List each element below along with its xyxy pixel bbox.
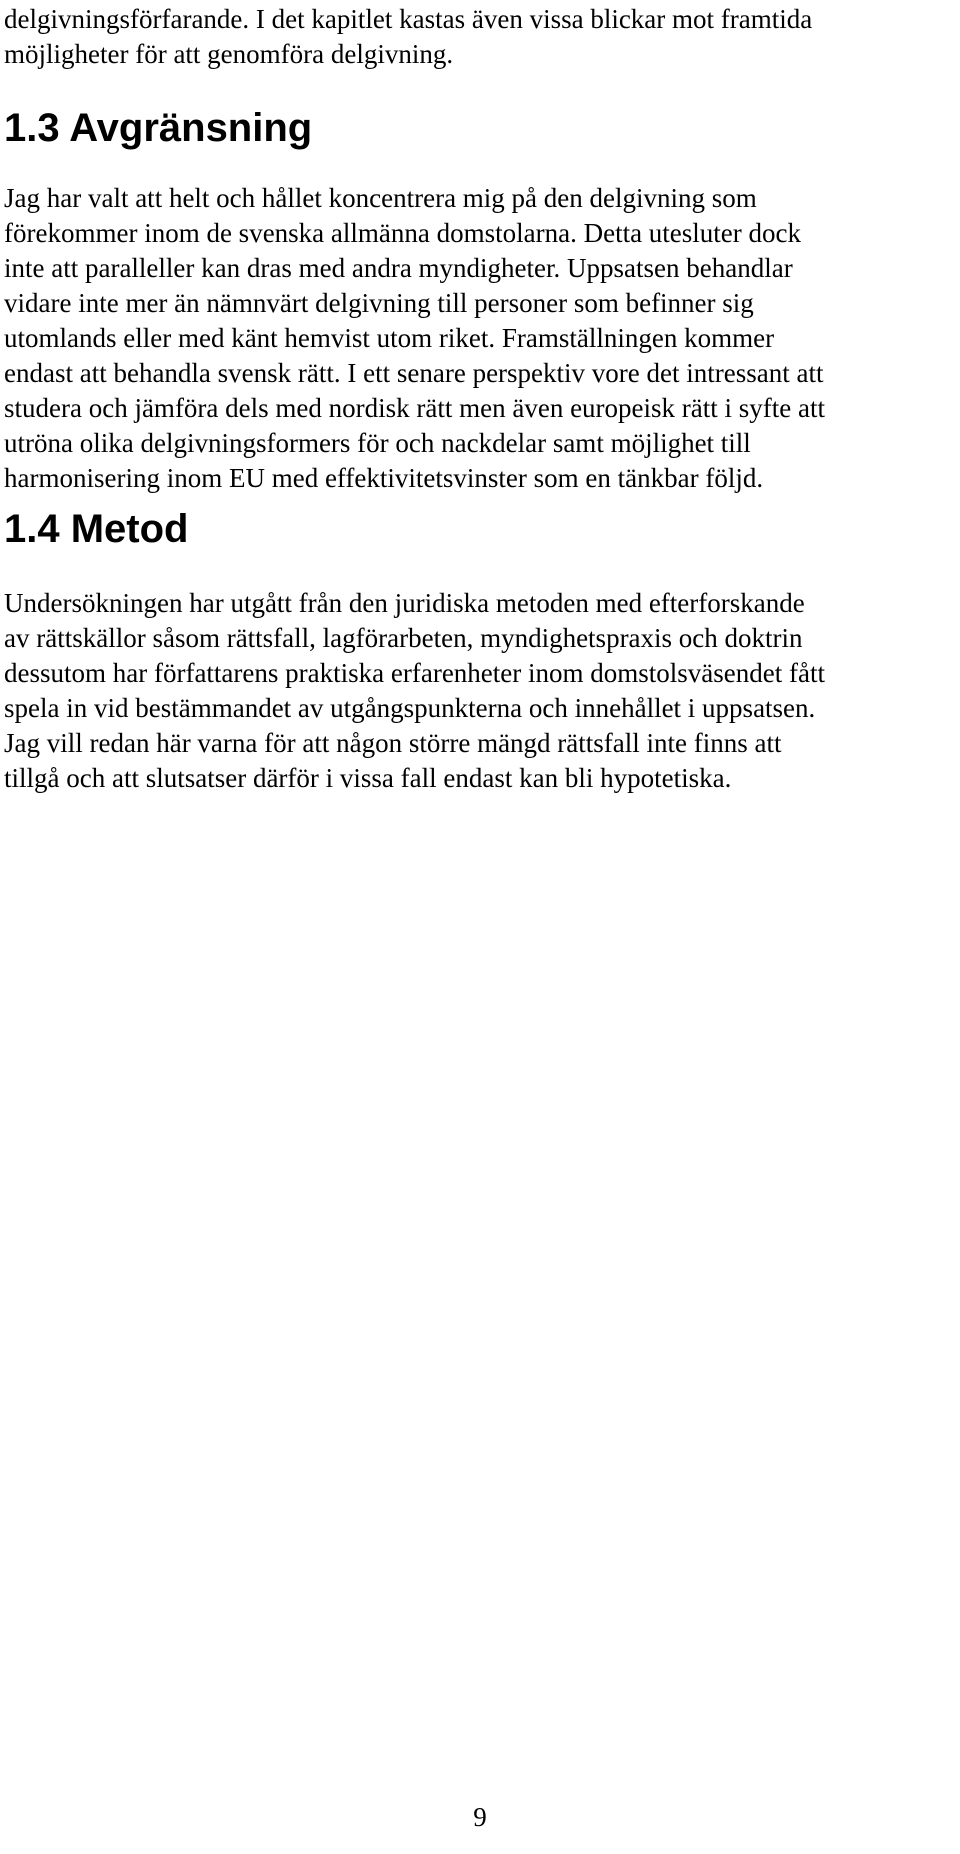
text-line: tillgå och att slutsatser därför i vissa fall endast kan bli hypotetiska.: [4, 763, 732, 793]
text-line: harmonisering inom EU med effektivitetsvinster som en tänkbar följd.: [4, 463, 764, 493]
text-line: dessutom har författarens praktiska erfarenheter inom domstolsväsendet fått: [4, 658, 825, 688]
avgransning-paragraph: [4, 181, 960, 496]
text-line: inte att paralleller kan dras med andra myndigheter. Uppsatsen behandlar: [4, 253, 793, 283]
text-line: studera och jämföra dels med nordisk rätt men även europeisk rätt i syfte att: [4, 393, 825, 423]
text-line: möjligheter för att genomföra delgivning.: [4, 39, 454, 69]
text-line: av rättskällor såsom rättsfall, lagförarbeten, myndighetspraxis och doktrin: [4, 623, 803, 653]
section-heading-avgransning: 1.3 Avgränsning: [4, 106, 313, 150]
text-line: förekommer inom de svenska allmänna domstolarna. Detta utesluter dock: [4, 218, 802, 248]
text-line: spela in vid bestämmandet av utgångspunkterna och innehållet i uppsatsen.: [4, 693, 816, 723]
text-line: Jag har valt att helt och hållet koncentrera mig på den delgivning som: [4, 183, 757, 213]
text-line: utomlands eller med känt hemvist utom riket. Framställningen kommer: [4, 323, 775, 353]
page-number: 9: [473, 1802, 487, 1832]
text-line: endast att behandla svensk rätt. I ett senare perspektiv vore det intressant att: [4, 358, 824, 388]
text-line: Jag vill redan här varna för att någon större mängd rättsfall inte finns att: [4, 728, 782, 758]
metod-paragraph: [4, 586, 960, 796]
text-line: vidare inte mer än nämnvärt delgivning till personer som befinner sig: [4, 288, 754, 318]
section-heading-metod: 1.4 Metod: [4, 507, 189, 551]
text-line: utröna olika delgivningsformers för och nackdelar samt möjlighet till: [4, 428, 751, 458]
text-line: Undersökningen har utgått från den juridiska metoden med efterforskande: [4, 588, 805, 618]
intro-paragraph: [4, 2, 960, 72]
text-line: delgivningsförfarande. I det kapitlet kastas även vissa blickar mot framtida: [4, 4, 813, 34]
